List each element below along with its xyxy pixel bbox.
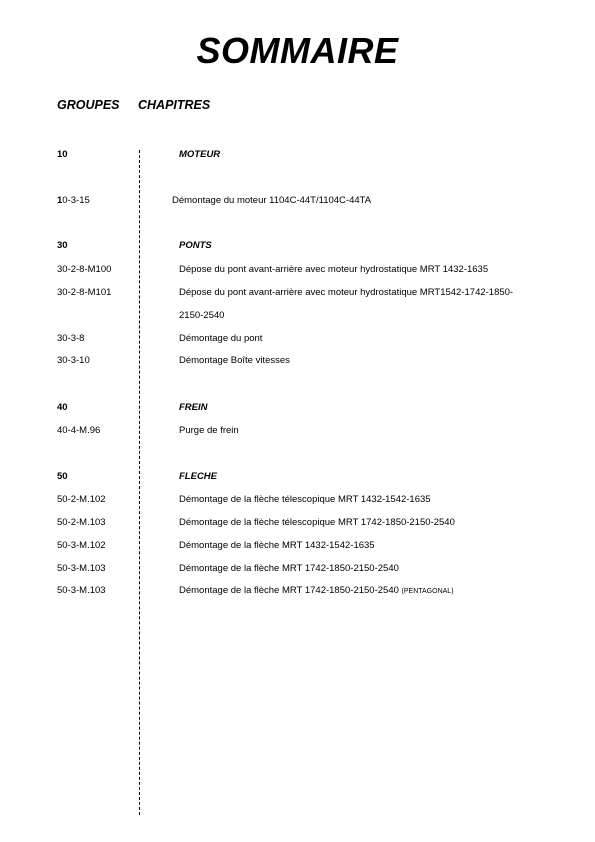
group-label-fleche: FLECHE [179,471,217,482]
chapter-label: Démontage de la flèche télescopique MRT 1432-1542-1635 [179,494,431,505]
groupes-header: GROUPES [57,98,120,112]
chapter-label [179,585,454,596]
chapter-label: Dépose du pont avant-arrière avec moteur hydrostatique MRT 1432-1635 [179,264,489,275]
chapter-code: 40-4-M.96 [57,425,101,436]
group-code-fleche: 50 [57,471,68,482]
group-code-moteur: 10 [57,149,68,160]
group-label-moteur: MOTEUR [179,149,221,160]
chapter-code: 30-3-10 [57,355,90,366]
dashed-divider [139,150,140,815]
chapter-label-suffix: (PENTAGONAL) [401,588,454,595]
group-code-ponts: 30 [57,240,68,251]
chapter-label: Démontage du pont [179,333,263,344]
chapter-code: 50-3-M.102 [57,540,106,551]
chapter-code: 50-3-M.103 [57,585,106,596]
chapter-label: Démontage Boîte vitesses [179,355,290,366]
chapter-label-text: Démontage de la flèche MRT 1742-1850-2150-2540 [179,585,399,596]
chapter-code: 30-2-8-M101 [57,287,112,298]
chapter-label-continued: 2150-2540 [179,310,225,321]
chapter-code [57,195,90,206]
chapter-code-rest: 0-3-15 [62,195,90,206]
chapter-code: 50-2-M.103 [57,517,106,528]
chapter-code: 30-3-8 [57,333,85,344]
chapter-code: 30-2-8-M100 [57,264,112,275]
group-label-ponts: PONTS [179,240,212,251]
page-title: SOMMAIRE [196,30,399,71]
chapter-label: Démontage de la flèche MRT 1432-1542-1635 [179,540,375,551]
group-code-frein: 40 [57,402,68,413]
chapter-code-bold: 1 [57,195,63,206]
chapter-code: 50-3-M.103 [57,563,106,574]
group-label-frein: FREIN [179,402,208,413]
chapitres-header: CHAPITRES [138,98,211,112]
chapter-label: Purge de frein [179,425,239,436]
chapter-label: Démontage du moteur 1104C-44T/1104C-44TA [172,195,372,206]
chapter-label: Dépose du pont avant-arrière avec moteur hydrostatique MRT1542-1742-1850- [179,287,514,298]
chapter-code: 50-2-M.102 [57,494,106,505]
chapter-label: Démontage de la flèche télescopique MRT 1742-1850-2150-2540 [179,517,455,528]
chapter-label: Démontage de la flèche MRT 1742-1850-2150-2540 [179,563,399,574]
